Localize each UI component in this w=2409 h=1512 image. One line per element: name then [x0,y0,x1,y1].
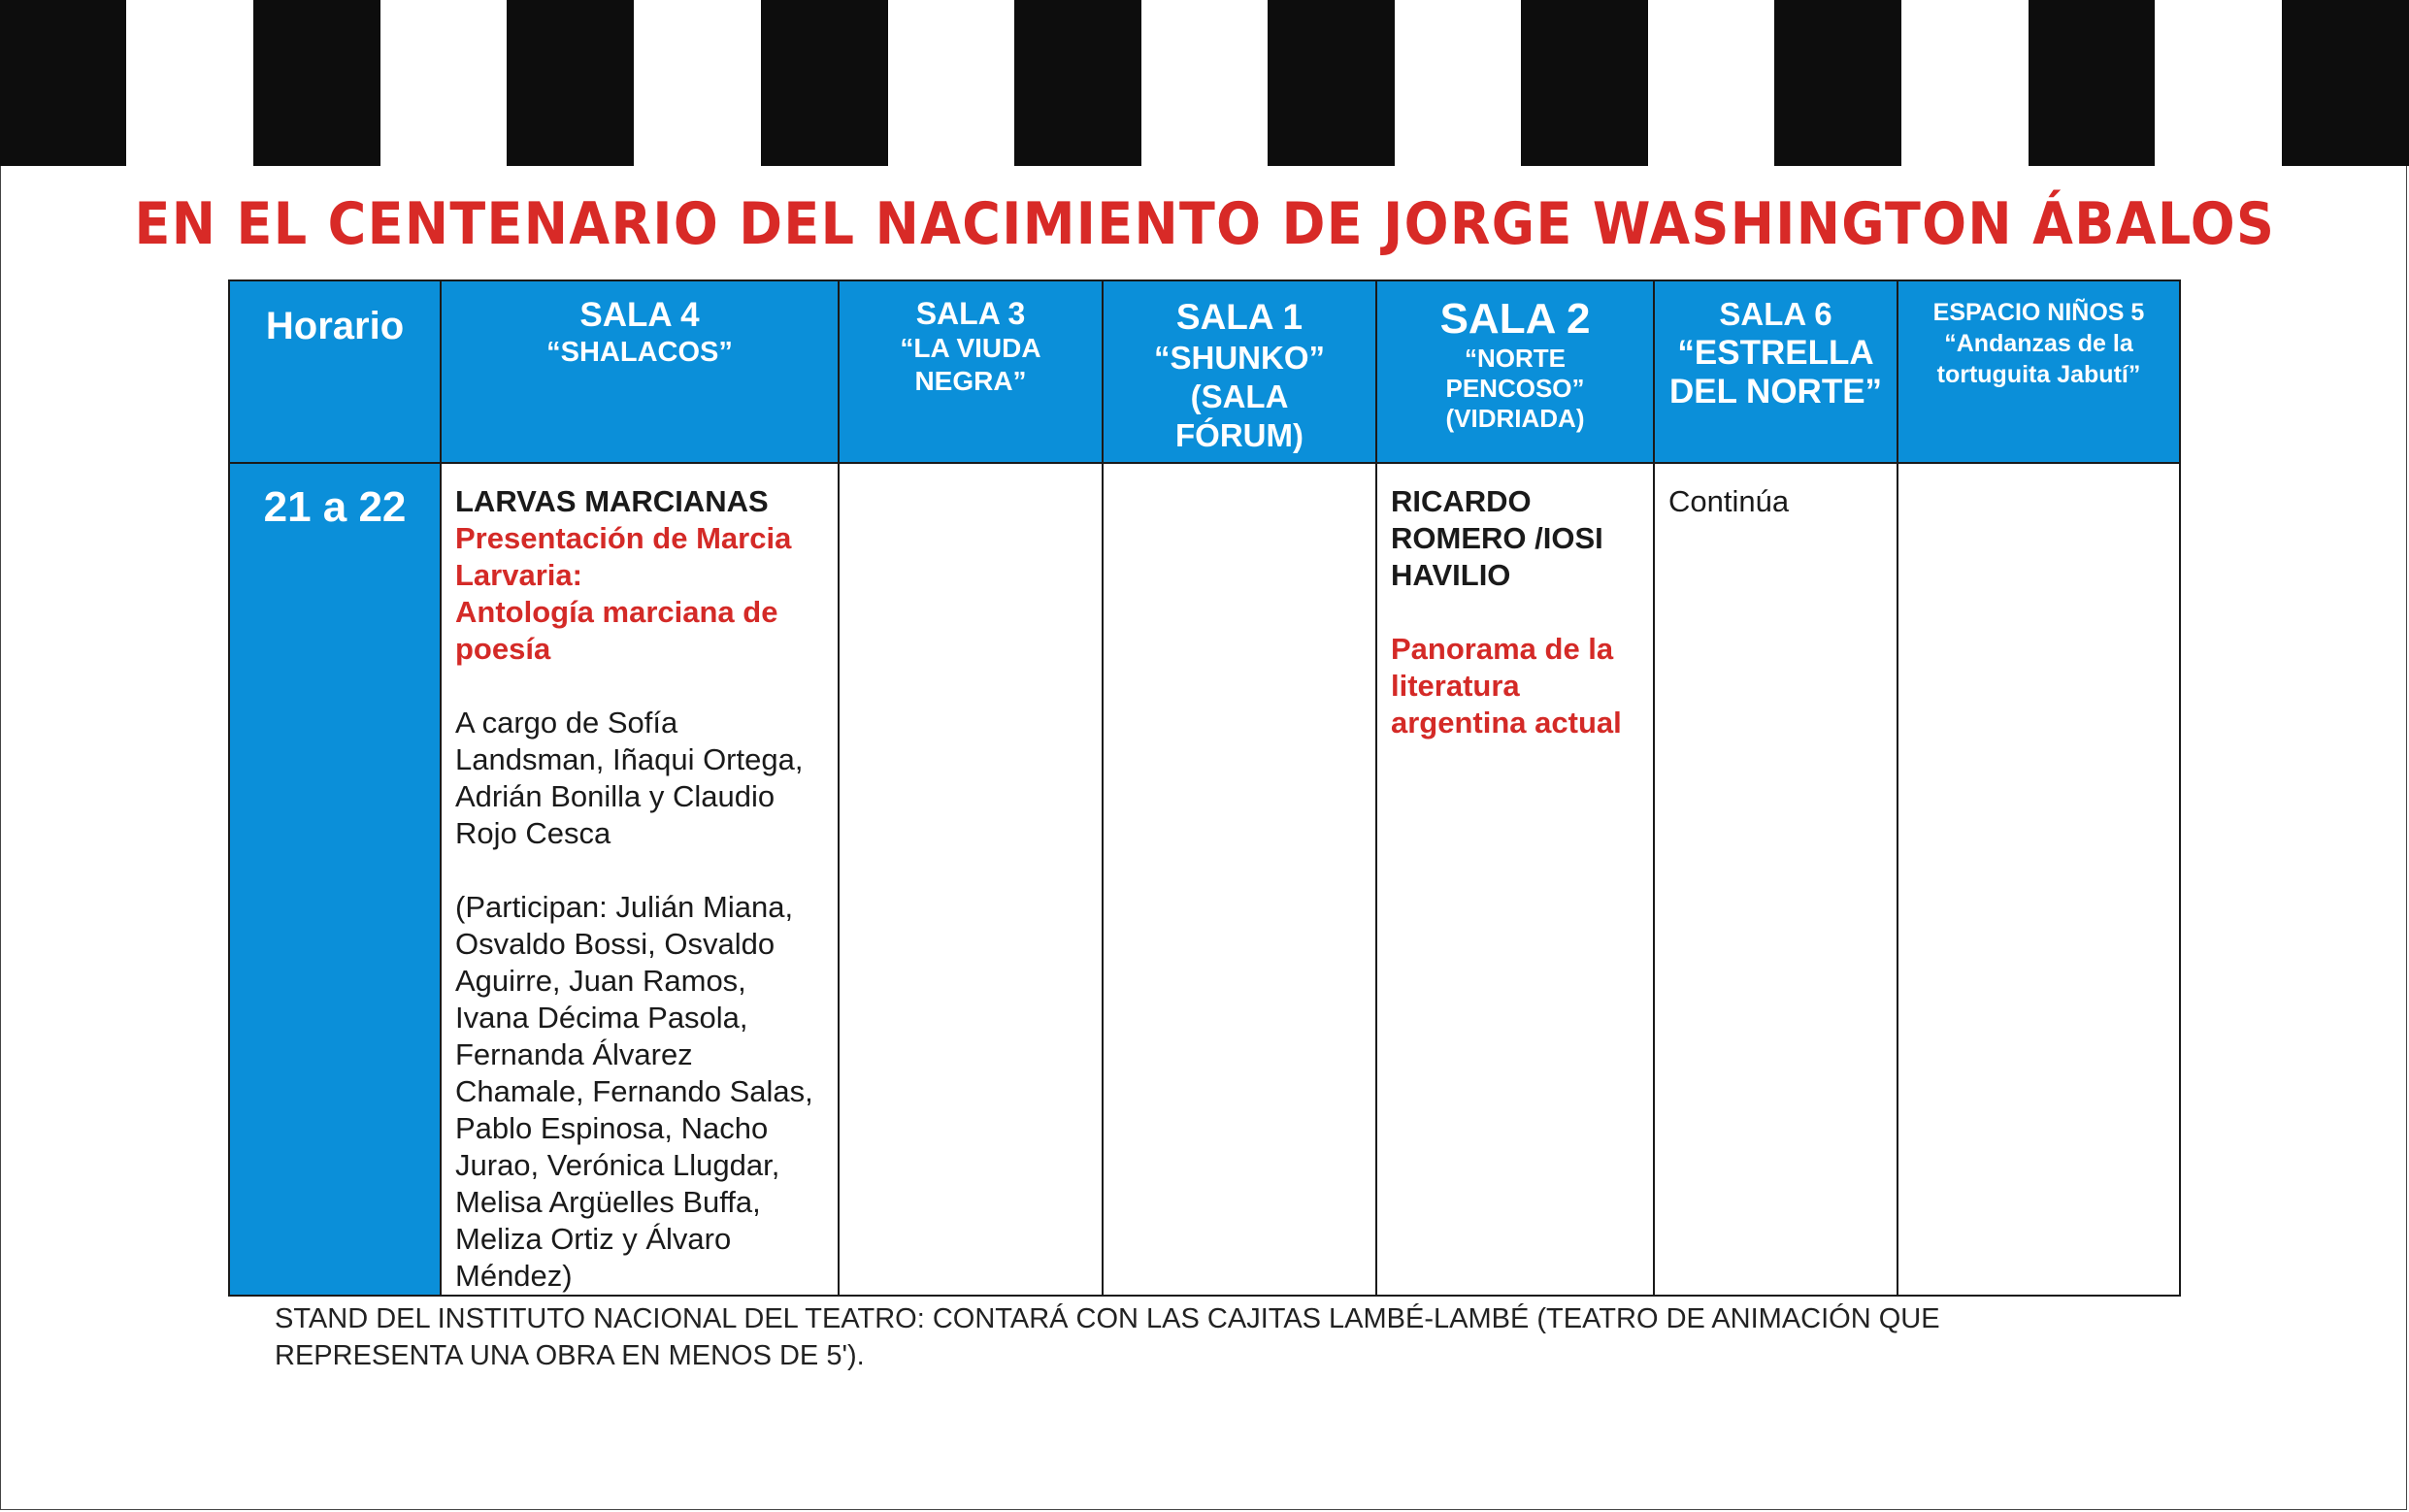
header-sala-6: SALA 6 “ESTRELLA DEL NORTE” [1654,280,1898,463]
cell-sala-4 [441,463,839,1296]
header-sala-1: SALA 1 “SHUNKO” (SALA FÓRUM) [1103,280,1376,463]
stripe [1014,0,1141,166]
stripe [1268,0,1395,166]
footer-note: STAND DEL INSTITUTO NACIONAL DEL TEATRO: CONTARÁ CON LAS CAJITAS LAMBÉ-LAMBÉ (TEATRO DE ANIMACIÓN QUE REPRESENTA UNA OBRA EN MENOS DE 5'). [275,1303,1940,1371]
cell-sala-6: Continúa [1654,463,1898,1296]
event-title: LARVAS MARCIANAS [455,484,769,518]
cell-sala-1 [1103,463,1376,1296]
header-horario: Horario [229,280,441,463]
stripe [1774,0,1901,166]
event-subtitle: Panorama de la literatura argentina actual [1391,632,1622,740]
table-row [229,463,2180,1296]
header-sala-2: SALA 2 “NORTE PENCOSO” (VIDRIADA) [1376,280,1654,463]
time-cell: 21 a 22 [229,463,441,1296]
stripe [2282,0,2409,166]
stripe [2029,0,2155,166]
cell-espacio-ninos-5 [1898,463,2180,1296]
schedule-table [228,279,2181,1297]
header-sala-4: SALA 4 “SHALACOS” [441,280,839,463]
stripe [507,0,634,166]
event-participants: (Participan: Julián Miana, Osvaldo Bossi, Osvaldo Aguirre, Juan Ramos, Ivana Décima Pasola, Fernanda Álvarez Chamale, Fernando Salas, Pablo Espinosa, Nacho Jurao, Verónica Llugdar, Melisa Argüelles Buffa, Meliza Ortiz y Álvaro Méndez) [455,890,813,1293]
page-title: EN EL CENTENARIO DEL NACIMIENTO DE JORGE WASHINGTON ÁBALOS [134,190,2275,258]
clapperboard-stripes [0,0,2409,166]
event-subtitle: Presentación de Marcia Larvaria: [455,521,792,592]
stripe [253,0,380,166]
stripe [761,0,888,166]
header-row [229,280,2180,463]
event-title: RICARDO ROMERO /IOSI HAVILIO [1391,484,1603,592]
event-credits: A cargo de Sofía Landsman, Iñaqui Ortega, Adrián Bonilla y Claudio Rojo Cesca [455,706,804,850]
stripe [0,0,126,166]
cell-sala-2 [1376,463,1654,1296]
cell-sala-3 [839,463,1103,1296]
event-subtitle-2: Antología marciana de poesía [455,595,778,666]
header-sala-3: SALA 3 “LA VIUDA NEGRA” [839,280,1103,463]
header-espacio-ninos-5: ESPACIO NIÑOS 5 “Andanzas de la tortuguita Jabutí” [1898,280,2180,463]
stripe [1521,0,1648,166]
